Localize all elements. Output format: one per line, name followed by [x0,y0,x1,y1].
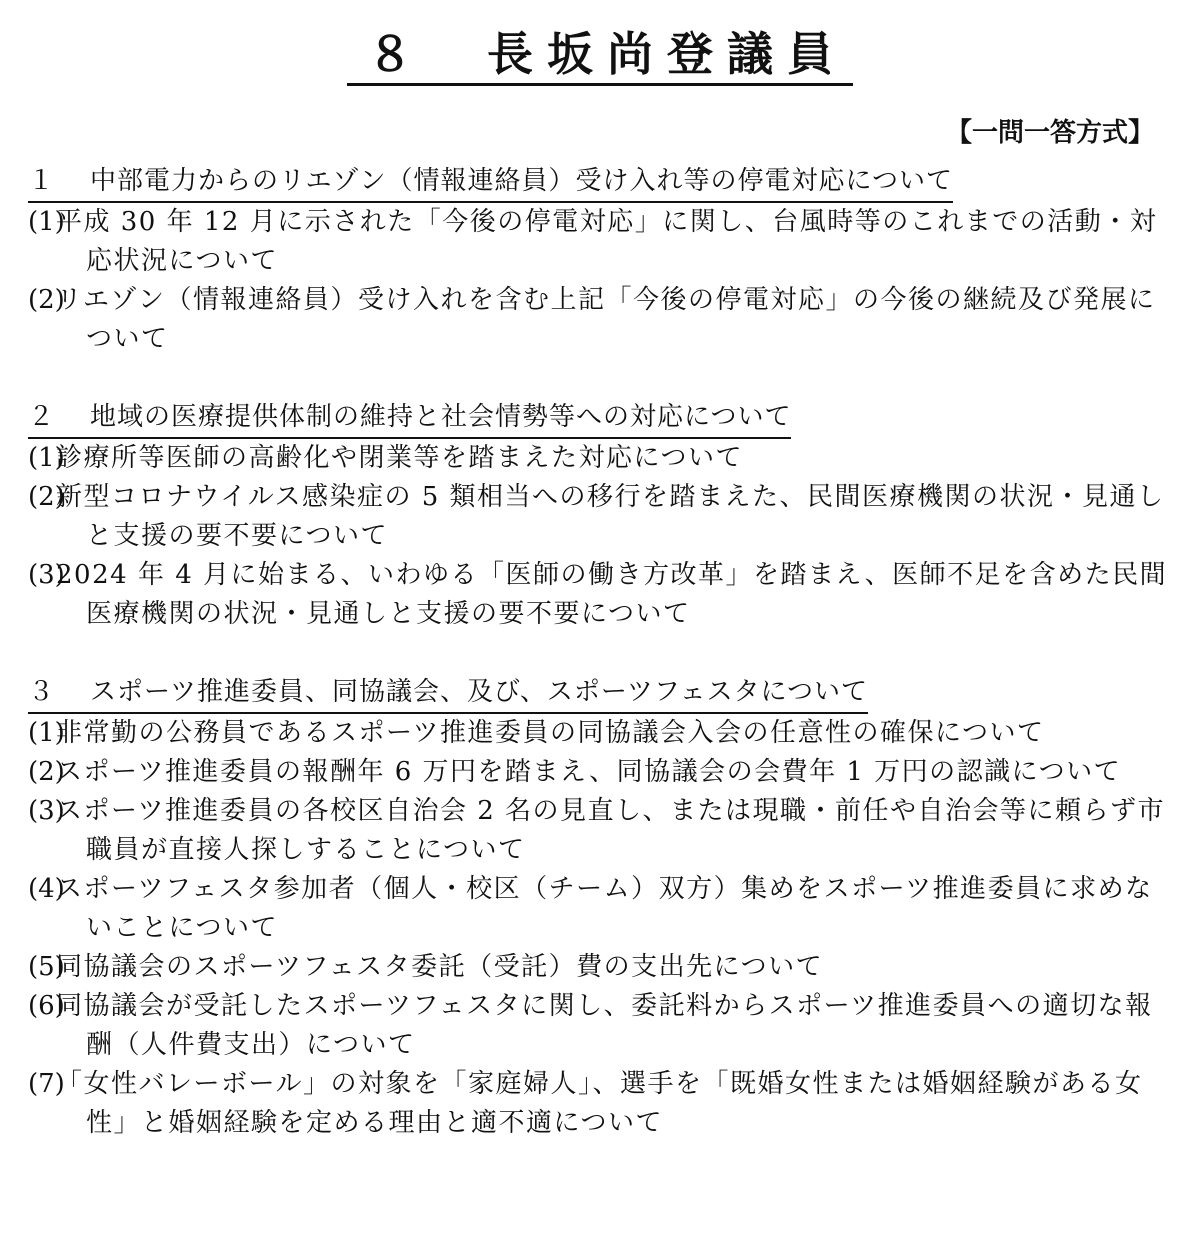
item-marker: (3) [28,560,65,590]
item-text: スポーツ推進委員の報酬年 6 万円を踏まえ、同協議会の会費年 1 万円の認識について [56,757,1122,787]
section-number: ３ [28,677,56,707]
section-1 [28,162,1176,359]
item-text: 新型コロナウイルス感染症の 5 類相当への移行を踏まえた、民間医療機関の状況・見通しと支援の要不要について [56,482,1165,551]
list-item [28,948,1176,987]
section-heading [28,162,953,203]
section-heading-text: 中部電力からのリエゾン（情報連絡員）受け入れ等の停電対応について [90,166,953,196]
list-item [28,1065,1176,1143]
item-text: 非常勤の公務員であるスポーツ推進委員の同協議会入会の任意性の確保について [56,718,1045,748]
item-text: 平成 30 年 12 月に示された「今後の停電対応」に関し、台風時等のこれまでの活動・対応状況について [56,207,1158,276]
section-heading-text: スポーツ推進委員、同協議会、及び、スポーツフェスタについて [90,677,869,707]
item-text: 診療所等医師の高齢化や閉業等を踏まえた対応について [56,443,743,473]
list-item [28,478,1176,556]
list-item [28,987,1176,1065]
item-text: 同協議会が受託したスポーツフェスタに関し、委託料からスポーツ推進委員への適切な報酬（人件費支出）について [56,991,1153,1060]
item-marker: (3) [28,796,65,826]
section-number: ２ [28,402,56,432]
section-number: １ [28,166,56,196]
question-list [28,162,1176,1143]
item-marker: (1) [28,207,65,237]
item-marker: (1) [28,443,65,473]
item-marker: (2) [28,285,65,315]
item-text: スポーツフェスタ参加者（個人・校区（チーム）双方）集めをスポーツ推進委員に求めないことについて [56,874,1153,943]
section-heading-text: 地域の医療提供体制の維持と社会情勢等への対応について [90,402,792,432]
section-heading [28,673,868,714]
item-marker: (1) [28,718,65,748]
item-text: 2024 年 4 月に始まる、いわゆる「医師の働き方改革」を踏まえ、医師不足を含めた民間医療機関の状況・見通しと支援の要不要について [56,560,1168,629]
list-item [28,714,1176,753]
section-3 [28,673,1176,1143]
list-item [28,753,1176,792]
item-text: スポーツ推進委員の各校区自治会 2 名の見直し、または現職・前任や自治会等に頼らず市職員が直接人探しすることについて [56,796,1166,865]
item-marker: (4) [28,874,65,904]
page-title-text: ８ 長坂尚登議員 [347,27,853,86]
item-marker: (6) [28,991,65,1021]
item-text: 「女性バレーボール」の対象を「家庭婦人」、選手を「既婚女性または婚姻経験がある女性」と婚姻経験を定める理由と適不適について [56,1069,1143,1138]
list-item [28,439,1176,478]
list-item [28,556,1176,634]
item-marker: (5) [28,952,65,982]
item-marker: (7) [28,1069,65,1099]
list-item [28,203,1176,281]
list-item [28,870,1176,948]
item-marker: (2) [28,482,65,512]
section-2 [28,398,1176,634]
item-marker: (2) [28,757,65,787]
question-format-label: 【一問一答方式】 [945,118,1154,148]
page-title [0,22,1200,86]
section-heading [28,398,791,439]
item-text: 同協議会のスポーツフェスタ委託（受託）費の支出先について [56,952,824,982]
list-item [28,792,1176,870]
item-text: リエゾン（情報連絡員）受け入れを含む上記「今後の停電対応」の今後の継続及び発展について [56,285,1156,354]
list-item [28,281,1176,359]
